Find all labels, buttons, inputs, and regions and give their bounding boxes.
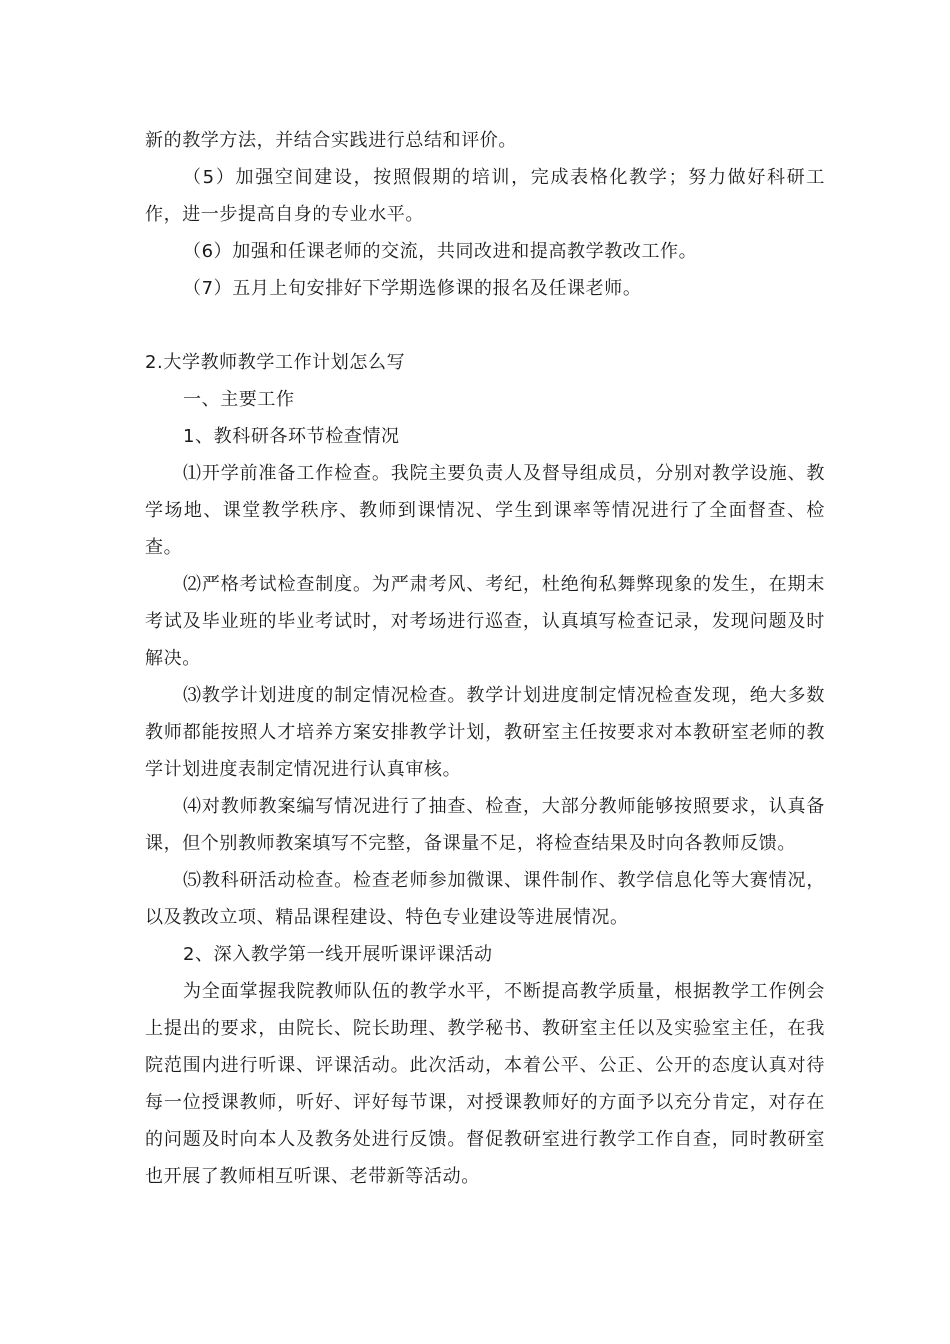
inspection-item-4: ⑷对教师教案编写情况进行了抽查、检查，大部分教师能够按照要求，认真备课，但个别教师教案填写不完整，备课量不足，将检查结果及时向各教师反馈。 <box>145 796 825 854</box>
paragraph-continuation: 新的教学方法，并结合实践进行总结和评价。 <box>145 130 517 151</box>
paragraph-lecture-review: 为全面掌握我院教师队伍的教学水平，不断提高教学质量，根据教学工作例会上提出的要求，由院长、院长助理、教学秘书、教研室主任以及实验室主任，在我院范围内进行听课、评课活动。此次活动，本着公平、公正、公开的态度认真对待每一位授课教师，听好、评好每节课，对授课教师好的方面予以充分肯定，对存在的问题及时向本人及教务处进行反馈。督促教研室进行教学工作自查，同时教研室也开展了教师相互听课、老带新等活动。 <box>145 981 825 1187</box>
list-item-7: （7）五月上旬安排好下学期选修课的报名及任课老师。 <box>183 278 642 299</box>
list-item-6: （6）加强和任课老师的交流，共同改进和提高教学教改工作。 <box>183 241 698 262</box>
subheading-lecture-review: 2、深入教学第一线开展听课评课活动 <box>183 944 493 965</box>
section-title: 2.大学教师教学工作计划怎么写 <box>145 352 406 373</box>
document-body <box>145 122 825 1195</box>
inspection-item-3: ⑶教学计划进度的制定情况检查。教学计划进度制定情况检查发现，绝大多数教师都能按照人才培养方案安排教学计划，教研室主任按要求对本教研室老师的教学计划进度表制定情况进行认真审核。 <box>145 685 825 780</box>
inspection-item-2: ⑵严格考试检查制度。为严肃考风、考纪，杜绝徇私舞弊现象的发生，在期末考试及毕业班的毕业考试时，对考场进行巡查，认真填写检查记录，发现问题及时解决。 <box>145 574 825 669</box>
inspection-item-5: ⑸教科研活动检查。检查老师参加微课、课件制作、教学信息化等大赛情况，以及教改立项、精品课程建设、特色专业建设等进展情况。 <box>145 870 825 928</box>
section-spacer <box>145 307 825 344</box>
inspection-item-1: ⑴开学前准备工作检查。我院主要负责人及督导组成员，分别对教学设施、教学场地、课堂教学秩序、教师到课情况、学生到课率等情况进行了全面督查、检查。 <box>145 463 825 558</box>
heading-main-work: 一、主要工作 <box>183 389 295 410</box>
subheading-inspection: 1、教科研各环节检查情况 <box>183 426 400 447</box>
list-item-5: （5）加强空间建设，按照假期的培训，完成表格化教学；努力做好科研工作，进一步提高自身的专业水平。 <box>145 167 825 225</box>
